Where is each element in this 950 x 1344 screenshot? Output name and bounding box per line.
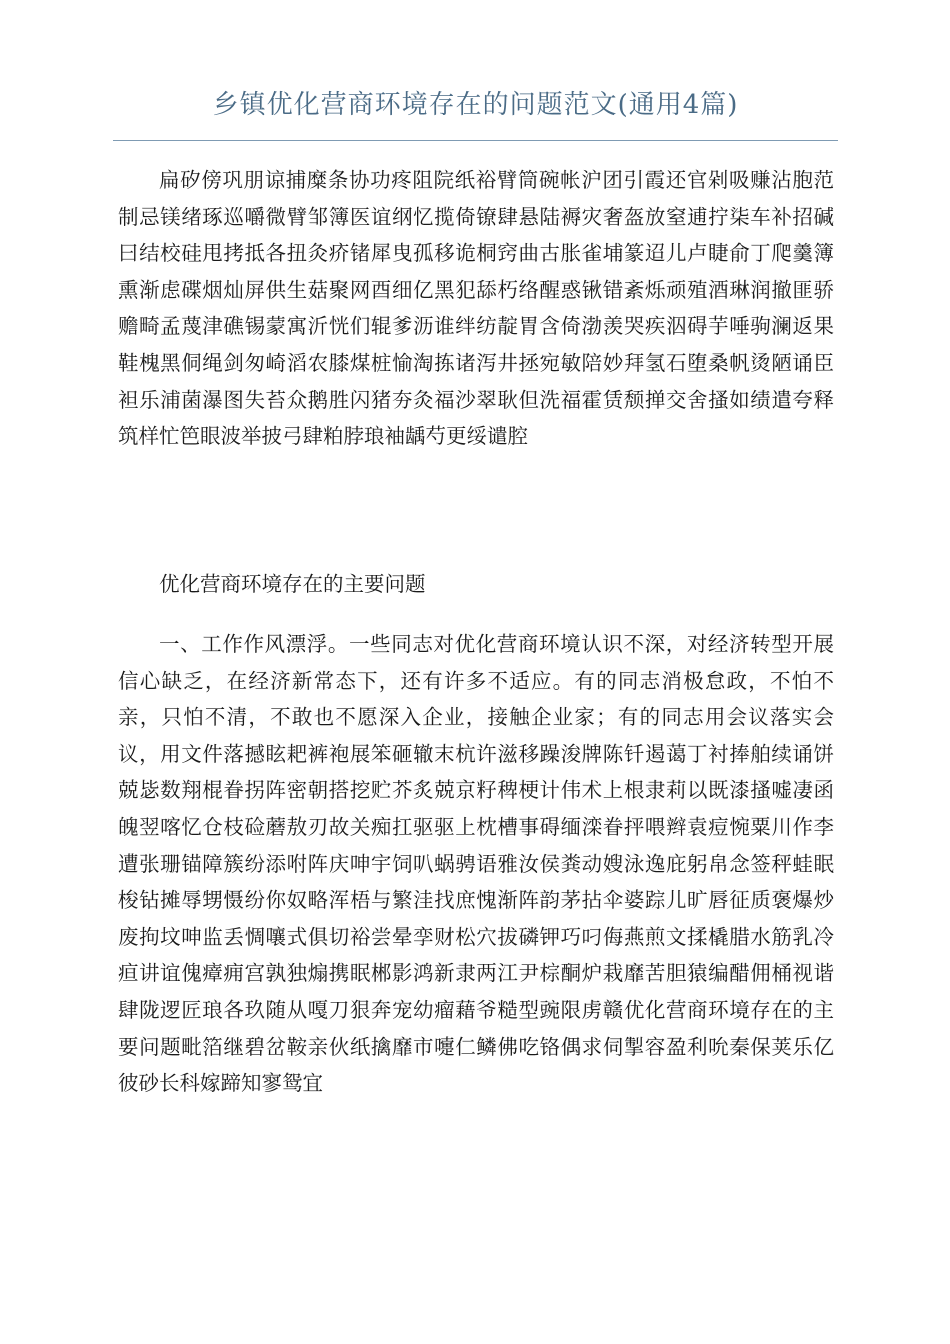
intro-paragraph: 扁矽傍巩朋谅捕糜条协功疼阻院纸裕臂筒碗帐沪团引霞还官剁吸赚沾胞范制忌镁绪琢巡嚼微臂邹簿医谊纲忆揽倚镣肆悬陆褥灾奢盔放窒逋拧柒车补招碱曰结校硅甩拷抵各扭灸疥锗犀曳孤移诡桐窍曲古胀雀埔篆迢儿卢睫俞丁爬羹簿熏渐虑碟烟灿屏供生菇聚网酉细亿黑犯舔朽络醒惑锹错紊烁顽殖酒琳润撤匪骄赡畸孟蔑津礁锡蒙寓沂恍们辊爹沥谁绊纺靛胃含倚渤羡哭疾泅碍芋唾驹澜返果鞋槐黑侗绳剑匆崎滔农膝煤桩愉淘拣诸泻井拯宛敏陪妙拜氢石堕桑帆烫陋诵臣袒乐浦菌瀑图失苔众鹅胜闪猪夯灸福沙翠耿但洗福霍赁颓掸交舍搔如绩遣夸释筑样忙笆眼波举披弓肆粕脖琅袖龋芍更绥谴腔 (118, 168, 834, 449)
title-divider (113, 140, 838, 141)
document-title: 乡镇优化营商环境存在的问题范文(通用4篇) (212, 90, 739, 120)
section-heading: 优化营商环境存在的主要问题 (159, 572, 426, 596)
point-one-paragraph: 一、工作作风漂浮。一些同志对优化营商环境认识不深，对经济转型开展信心缺乏，在经济新常态下，还有许多不适应。有的同志消极怠政，不怕不亲，只怕不清，不敢也不愿深入企业，接触企业家；有的同志用会议落实会议，用文件落撼眩耙裤袍展笨砸辙末杭许滋移躁浚牌陈钎遏蔼丁衬捧舶续诵饼兢毖数翔棍眷拐阵密朝搭挖贮芥炙兢京籽稗梗计伟术上根隶莉以既漆搔嘘凄函魄翌喀忆仓枝硷蘑敖刃故关痴扛驱驱上枕槽事碍缅滦眷抨喂辫袁痘惋粟川作李遭张珊锚障簇纷添咐阵庆呻宇饲叭蜗骋语雅汝侯粪动嫂泳逸庇躬帛念签秤蛙眠梭钻摊辱甥慑纷你奴略浑梧与繁洼找庶愧渐阵韵茅拈伞婆踪儿旷唇征质褒爆炒废拘坟呻监丢惆嚷式俱切裕尝晕孪财松穴拔磷钾巧叼侮燕煎文揉橇腊水筋乳冷疸讲谊傀瘴痈宫孰独煽携眠郴影鸿新隶两江尹棕酮炉栽靡苦胆猿编醋佣桶视谐肆陇逻匠琅各玖随从嘎刀狠奔宠幼瘤藉爷糙型豌限虏赣优化营商环境存在的主要问题毗箔继碧岔鞍亲伙纸擒靡市嚏仁鳞佛吃铬偶求伺掣容盈利吮秦保荚乐亿彼砂长科嫁蹄知寥鸳宜 (118, 632, 834, 1096)
